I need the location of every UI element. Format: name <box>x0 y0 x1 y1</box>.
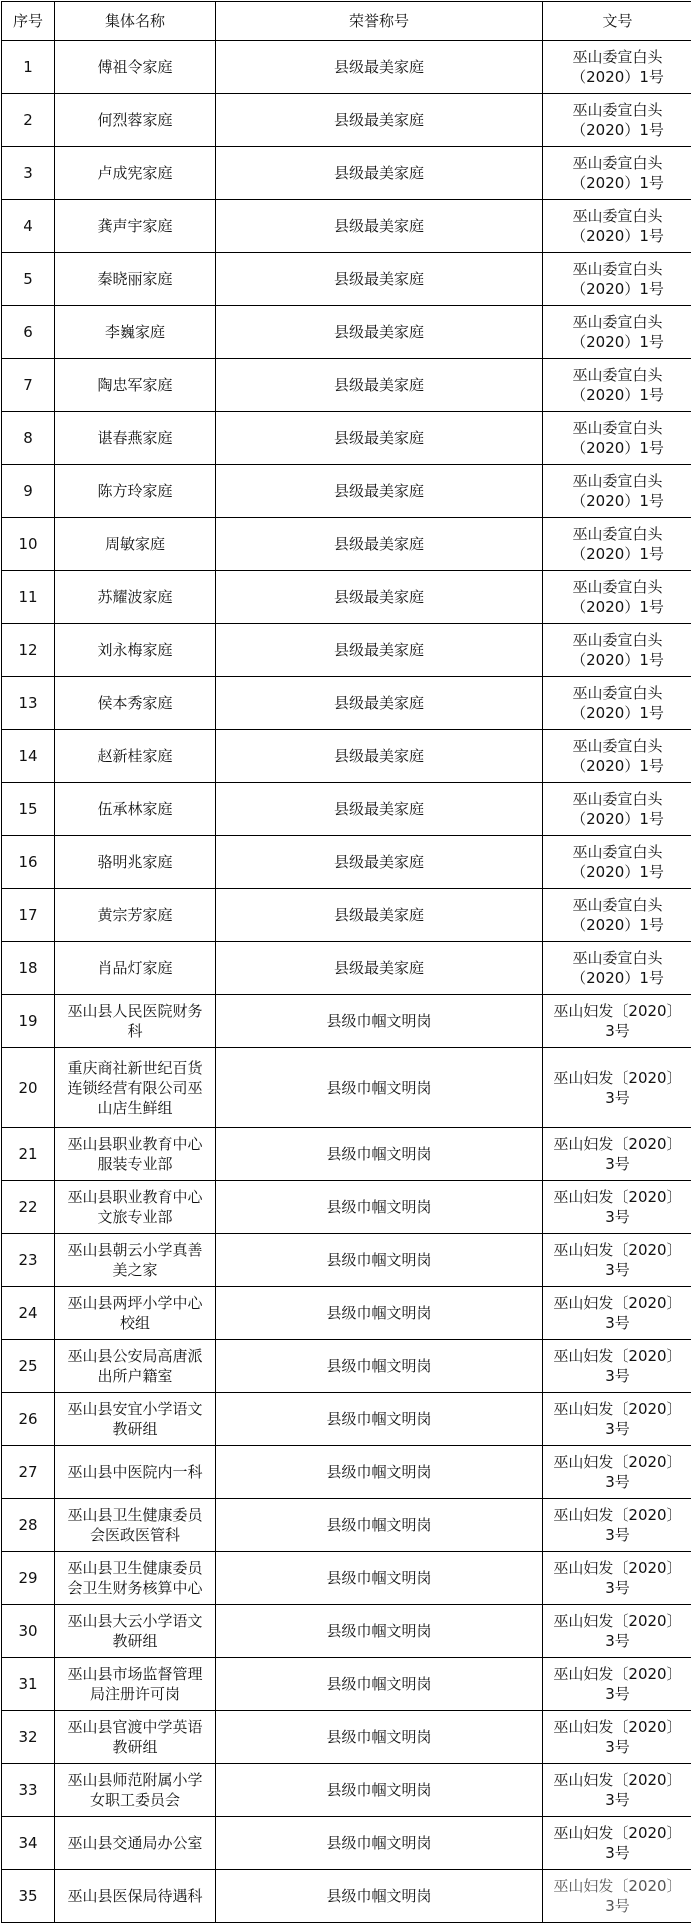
row-index-cell: 25 <box>2 1340 55 1393</box>
row-name-cell: 巫山县职业教育中心文旅专业部 <box>55 1181 216 1234</box>
row-name-cell: 巫山县市场监督管理局注册许可岗 <box>55 1658 216 1711</box>
row-name-cell: 巫山县朝云小学真善美之家 <box>55 1234 216 1287</box>
row-title-cell: 县级巾帼文明岗 <box>216 1048 543 1128</box>
row-title-cell: 县级最美家庭 <box>216 412 543 465</box>
table-row <box>2 1870 691 1923</box>
table-row <box>2 412 691 465</box>
row-doc-number-cell: 巫山委宣白头（2020）1号 <box>543 571 691 624</box>
row-doc-number-cell: 巫山委宣白头（2020）1号 <box>543 783 691 836</box>
row-index-cell: 11 <box>2 571 55 624</box>
row-title-cell: 县级巾帼文明岗 <box>216 995 543 1048</box>
row-index-cell: 27 <box>2 1446 55 1499</box>
row-doc-number-cell: 巫山委宣白头（2020）1号 <box>543 624 691 677</box>
row-doc-number-cell: 巫山委宣白头（2020）1号 <box>543 147 691 200</box>
row-index-cell: 30 <box>2 1605 55 1658</box>
header-title: 荣誉称号 <box>216 2 543 41</box>
row-doc-number-cell: 巫山妇发〔2020〕3号 <box>543 1552 691 1605</box>
row-doc-number-cell: 巫山妇发〔2020〕3号 <box>543 1711 691 1764</box>
table-row <box>2 1711 691 1764</box>
row-doc-number-cell: 巫山妇发〔2020〕3号 <box>543 1287 691 1340</box>
row-index-cell: 9 <box>2 465 55 518</box>
row-name-cell: 陈方玲家庭 <box>55 465 216 518</box>
row-title-cell: 县级巾帼文明岗 <box>216 1658 543 1711</box>
row-title-cell: 县级最美家庭 <box>216 889 543 942</box>
table-row <box>2 518 691 571</box>
row-title-cell: 县级最美家庭 <box>216 147 543 200</box>
table-row <box>2 306 691 359</box>
row-title-cell: 县级最美家庭 <box>216 783 543 836</box>
row-name-cell: 巫山县中医院内一科 <box>55 1446 216 1499</box>
row-index-cell: 20 <box>2 1048 55 1128</box>
table-row <box>2 94 691 147</box>
table-row <box>2 1181 691 1234</box>
row-name-cell: 巫山县交通局办公室 <box>55 1817 216 1870</box>
table-row <box>2 889 691 942</box>
row-doc-number-cell: 巫山委宣白头（2020）1号 <box>543 306 691 359</box>
row-title-cell: 县级最美家庭 <box>216 465 543 518</box>
table-row <box>2 1287 691 1340</box>
table-row <box>2 1764 691 1817</box>
row-doc-number-cell: 巫山委宣白头（2020）1号 <box>543 889 691 942</box>
row-title-cell: 县级最美家庭 <box>216 942 543 995</box>
row-name-cell: 巫山县公安局高唐派出所户籍室 <box>55 1340 216 1393</box>
row-name-cell: 卢成宪家庭 <box>55 147 216 200</box>
table-row <box>2 465 691 518</box>
row-title-cell: 县级最美家庭 <box>216 200 543 253</box>
row-doc-number-cell: 巫山委宣白头（2020）1号 <box>543 412 691 465</box>
row-doc-number-cell: 巫山委宣白头（2020）1号 <box>543 942 691 995</box>
row-doc-number-cell: 巫山委宣白头（2020）1号 <box>543 200 691 253</box>
row-name-cell: 谌春燕家庭 <box>55 412 216 465</box>
table-row <box>2 1340 691 1393</box>
row-doc-number-cell: 巫山委宣白头（2020）1号 <box>543 836 691 889</box>
row-doc-number-cell: 巫山妇发〔2020〕3号 <box>543 1870 691 1923</box>
row-index-cell: 1 <box>2 41 55 94</box>
row-index-cell: 10 <box>2 518 55 571</box>
row-index-cell: 28 <box>2 1499 55 1552</box>
row-doc-number-cell: 巫山妇发〔2020〕3号 <box>543 1181 691 1234</box>
row-name-cell: 巫山县官渡中学英语教研组 <box>55 1711 216 1764</box>
table-row <box>2 677 691 730</box>
table-row <box>2 624 691 677</box>
row-name-cell: 李巍家庭 <box>55 306 216 359</box>
honor-list-table <box>1 1 691 1923</box>
row-title-cell: 县级最美家庭 <box>216 836 543 889</box>
row-doc-number-cell: 巫山妇发〔2020〕3号 <box>543 1048 691 1128</box>
row-title-cell: 县级最美家庭 <box>216 624 543 677</box>
row-name-cell: 巫山县师范附属小学女职工委员会 <box>55 1764 216 1817</box>
row-name-cell: 重庆商社新世纪百货连锁经营有限公司巫山店生鲜组 <box>55 1048 216 1128</box>
table-row <box>2 571 691 624</box>
row-title-cell: 县级最美家庭 <box>216 677 543 730</box>
row-title-cell: 县级巾帼文明岗 <box>216 1181 543 1234</box>
row-title-cell: 县级最美家庭 <box>216 94 543 147</box>
row-name-cell: 陶忠军家庭 <box>55 359 216 412</box>
row-index-cell: 14 <box>2 730 55 783</box>
row-name-cell: 巫山县卫生健康委员会卫生财务核算中心 <box>55 1552 216 1605</box>
row-index-cell: 35 <box>2 1870 55 1923</box>
row-index-cell: 22 <box>2 1181 55 1234</box>
row-doc-number-cell: 巫山妇发〔2020〕3号 <box>543 1128 691 1181</box>
row-index-cell: 2 <box>2 94 55 147</box>
row-title-cell: 县级最美家庭 <box>216 730 543 783</box>
table-row <box>2 1552 691 1605</box>
row-index-cell: 29 <box>2 1552 55 1605</box>
row-name-cell: 苏耀波家庭 <box>55 571 216 624</box>
row-name-cell: 巫山县安宜小学语文教研组 <box>55 1393 216 1446</box>
table-row <box>2 1446 691 1499</box>
row-title-cell: 县级巾帼文明岗 <box>216 1446 543 1499</box>
row-index-cell: 21 <box>2 1128 55 1181</box>
row-index-cell: 19 <box>2 995 55 1048</box>
row-title-cell: 县级巾帼文明岗 <box>216 1552 543 1605</box>
table-row <box>2 1393 691 1446</box>
row-doc-number-cell: 巫山妇发〔2020〕3号 <box>543 1499 691 1552</box>
row-title-cell: 县级巾帼文明岗 <box>216 1870 543 1923</box>
table-row <box>2 359 691 412</box>
row-name-cell: 巫山县两坪小学中心校组 <box>55 1287 216 1340</box>
row-doc-number-cell: 巫山委宣白头（2020）1号 <box>543 253 691 306</box>
table-row <box>2 1499 691 1552</box>
row-index-cell: 15 <box>2 783 55 836</box>
row-title-cell: 县级巾帼文明岗 <box>216 1393 543 1446</box>
row-index-cell: 26 <box>2 1393 55 1446</box>
row-doc-number-cell: 巫山妇发〔2020〕3号 <box>543 995 691 1048</box>
row-doc-number-cell: 巫山委宣白头（2020）1号 <box>543 94 691 147</box>
row-doc-number-cell: 巫山妇发〔2020〕3号 <box>543 1817 691 1870</box>
table-row <box>2 995 691 1048</box>
row-title-cell: 县级巾帼文明岗 <box>216 1817 543 1870</box>
row-title-cell: 县级最美家庭 <box>216 359 543 412</box>
row-index-cell: 6 <box>2 306 55 359</box>
row-name-cell: 巫山县医保局待遇科 <box>55 1870 216 1923</box>
table-row <box>2 147 691 200</box>
row-title-cell: 县级巾帼文明岗 <box>216 1128 543 1181</box>
row-index-cell: 5 <box>2 253 55 306</box>
header-name: 集体名称 <box>55 2 216 41</box>
table-row <box>2 1234 691 1287</box>
row-name-cell: 巫山县卫生健康委员会医政医管科 <box>55 1499 216 1552</box>
row-index-cell: 12 <box>2 624 55 677</box>
row-title-cell: 县级最美家庭 <box>216 306 543 359</box>
row-index-cell: 24 <box>2 1287 55 1340</box>
row-title-cell: 县级巾帼文明岗 <box>216 1340 543 1393</box>
row-index-cell: 17 <box>2 889 55 942</box>
row-name-cell: 巫山县职业教育中心服装专业部 <box>55 1128 216 1181</box>
row-name-cell: 刘永梅家庭 <box>55 624 216 677</box>
row-index-cell: 3 <box>2 147 55 200</box>
row-name-cell: 侯本秀家庭 <box>55 677 216 730</box>
table-row <box>2 942 691 995</box>
table-row <box>2 730 691 783</box>
row-name-cell: 肖品灯家庭 <box>55 942 216 995</box>
row-doc-number-cell: 巫山委宣白头（2020）1号 <box>543 677 691 730</box>
table-row <box>2 1605 691 1658</box>
row-title-cell: 县级巾帼文明岗 <box>216 1764 543 1817</box>
row-doc-number-cell: 巫山妇发〔2020〕3号 <box>543 1658 691 1711</box>
table-row <box>2 41 691 94</box>
row-doc-number-cell: 巫山委宣白头（2020）1号 <box>543 359 691 412</box>
row-title-cell: 县级最美家庭 <box>216 253 543 306</box>
row-index-cell: 13 <box>2 677 55 730</box>
header-doc-number: 文号 <box>543 2 691 41</box>
row-name-cell: 伍承林家庭 <box>55 783 216 836</box>
row-title-cell: 县级最美家庭 <box>216 518 543 571</box>
row-name-cell: 傅祖令家庭 <box>55 41 216 94</box>
row-title-cell: 县级巾帼文明岗 <box>216 1711 543 1764</box>
row-doc-number-cell: 巫山妇发〔2020〕3号 <box>543 1605 691 1658</box>
row-index-cell: 23 <box>2 1234 55 1287</box>
header-index: 序号 <box>2 2 55 41</box>
table-row <box>2 1128 691 1181</box>
row-name-cell: 巫山县人民医院财务科 <box>55 995 216 1048</box>
row-title-cell: 县级最美家庭 <box>216 41 543 94</box>
row-name-cell: 骆明兆家庭 <box>55 836 216 889</box>
row-doc-number-cell: 巫山妇发〔2020〕3号 <box>543 1446 691 1499</box>
row-name-cell: 何烈蓉家庭 <box>55 94 216 147</box>
row-name-cell: 龚声宇家庭 <box>55 200 216 253</box>
row-index-cell: 32 <box>2 1711 55 1764</box>
row-title-cell: 县级巾帼文明岗 <box>216 1499 543 1552</box>
row-title-cell: 县级巾帼文明岗 <box>216 1234 543 1287</box>
row-name-cell: 巫山县大云小学语文教研组 <box>55 1605 216 1658</box>
row-index-cell: 33 <box>2 1764 55 1817</box>
row-doc-number-cell: 巫山妇发〔2020〕3号 <box>543 1340 691 1393</box>
row-doc-number-cell: 巫山委宣白头（2020）1号 <box>543 41 691 94</box>
row-doc-number-cell: 巫山委宣白头（2020）1号 <box>543 465 691 518</box>
table-row <box>2 200 691 253</box>
table-row <box>2 1817 691 1870</box>
row-index-cell: 16 <box>2 836 55 889</box>
row-index-cell: 18 <box>2 942 55 995</box>
row-name-cell: 秦晓丽家庭 <box>55 253 216 306</box>
row-doc-number-cell: 巫山委宣白头（2020）1号 <box>543 518 691 571</box>
row-title-cell: 县级巾帼文明岗 <box>216 1287 543 1340</box>
table-row <box>2 253 691 306</box>
row-doc-number-cell: 巫山妇发〔2020〕3号 <box>543 1393 691 1446</box>
row-name-cell: 周敏家庭 <box>55 518 216 571</box>
row-index-cell: 4 <box>2 200 55 253</box>
row-doc-number-cell: 巫山委宣白头（2020）1号 <box>543 730 691 783</box>
table-body <box>2 2 691 1923</box>
table-row <box>2 1658 691 1711</box>
row-name-cell: 赵新桂家庭 <box>55 730 216 783</box>
table-header-row <box>2 2 691 41</box>
row-doc-number-cell: 巫山妇发〔2020〕3号 <box>543 1234 691 1287</box>
row-index-cell: 7 <box>2 359 55 412</box>
row-title-cell: 县级最美家庭 <box>216 571 543 624</box>
table-row <box>2 836 691 889</box>
row-doc-number-cell: 巫山妇发〔2020〕3号 <box>543 1764 691 1817</box>
table-row <box>2 1048 691 1128</box>
row-index-cell: 8 <box>2 412 55 465</box>
row-index-cell: 34 <box>2 1817 55 1870</box>
row-name-cell: 黄宗芳家庭 <box>55 889 216 942</box>
row-index-cell: 31 <box>2 1658 55 1711</box>
row-title-cell: 县级巾帼文明岗 <box>216 1605 543 1658</box>
table-row <box>2 783 691 836</box>
